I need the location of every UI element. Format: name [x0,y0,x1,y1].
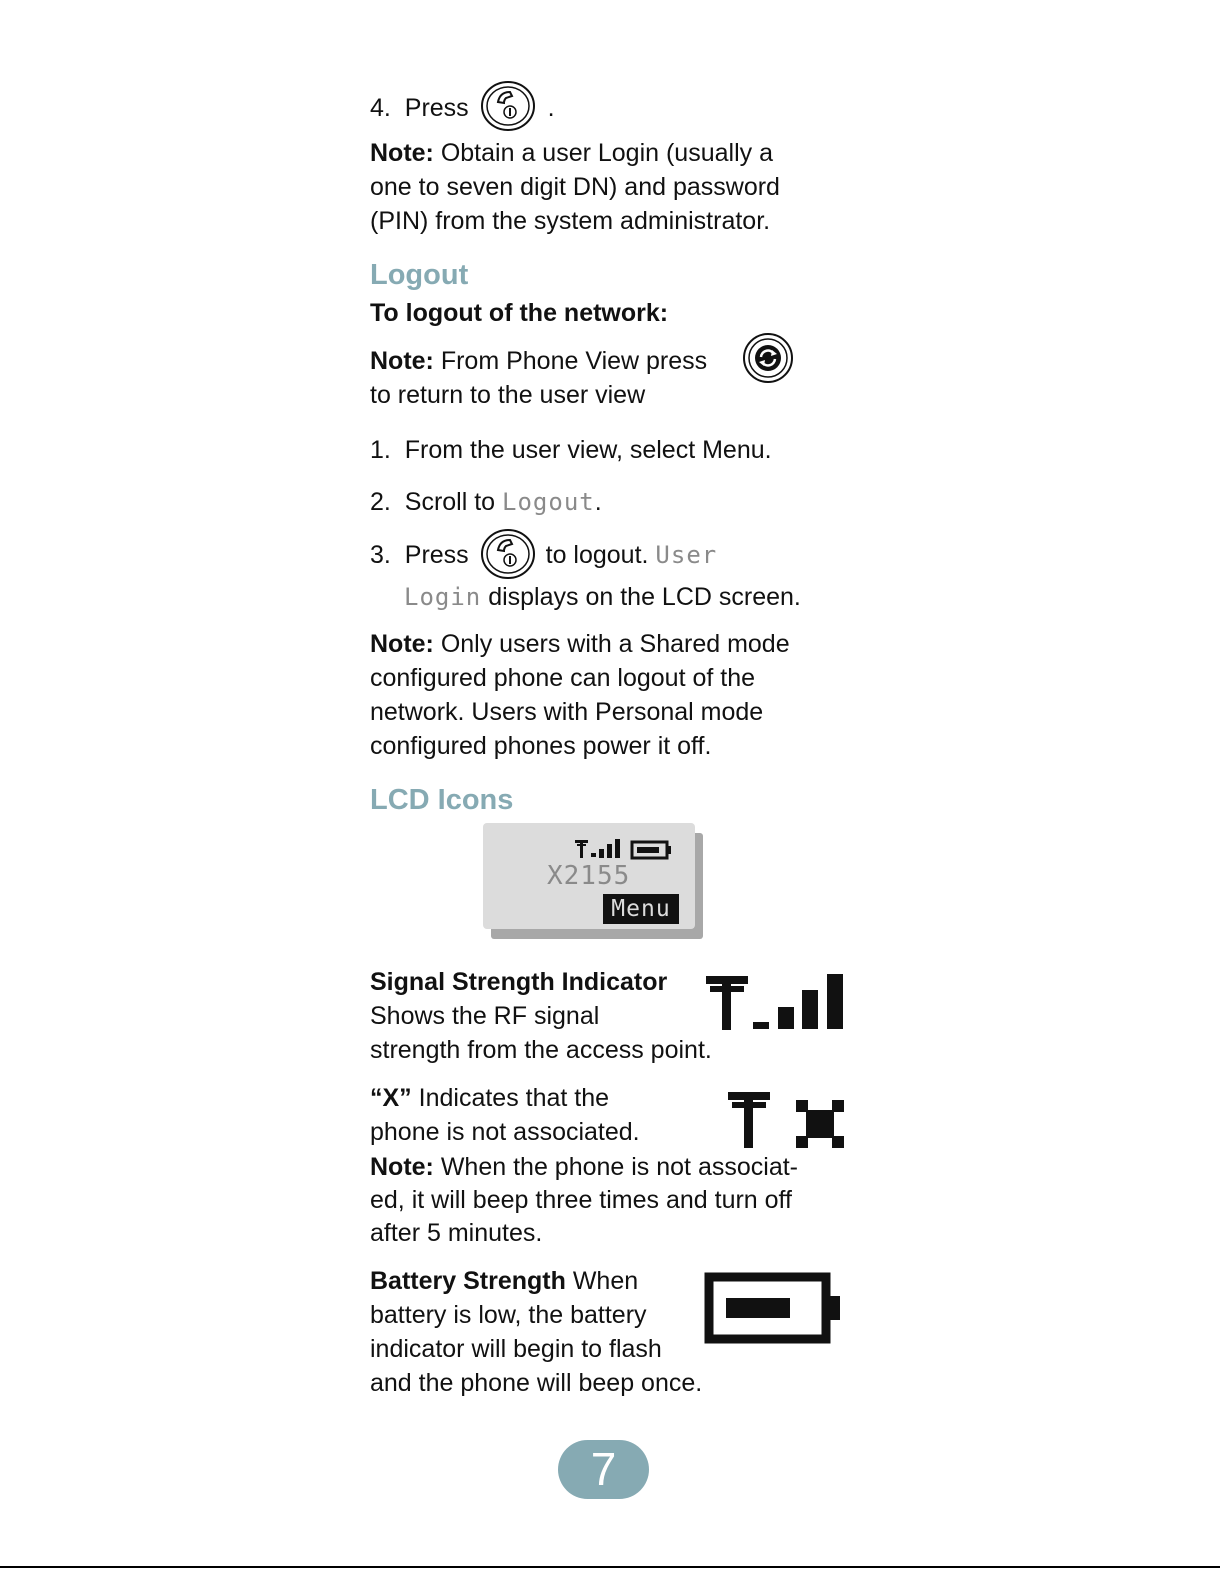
logout-note-2-line-1: Note: Only users with a Shared mode [370,630,790,658]
lcd-icons-heading: LCD Icons [370,784,514,816]
signal-line-1: Shows the RF signal [370,1002,600,1030]
battery-strength-icon [704,1272,844,1346]
logout-subheading: To logout of the network: [370,299,669,327]
lcd-text-logout: Logout [502,488,595,516]
note-1-line-3: (PIN) from the system administrator. [370,207,771,235]
logout-note-line-1: Note: From Phone View press [370,347,708,375]
not-associated-icon [728,1090,848,1150]
note-3-line-1: Note: When the phone is not associat- [370,1153,798,1181]
logout-note-2-line-2: configured phone can logout of the [370,664,756,692]
mini-signal-battery-icon [575,837,685,863]
logout-step-3-line-1: 3. Press to logout. User [370,541,718,569]
battery-line-4: and the phone will beep once. [370,1369,703,1397]
x-indicator-line-2: phone is not associated. [370,1118,640,1146]
note-1-line-2: one to seven digit DN) and password [370,173,780,201]
logout-note-line-2: to return to the user view [370,381,646,409]
logout-note-2-line-3: network. Users with Personal mode [370,698,764,726]
lcd-text-login: Login [404,583,482,611]
note-1-line-1: Note: Obtain a user Login (usually a [370,139,773,167]
signal-line-2: strength from the access point. [370,1036,712,1064]
logout-note-2-line-4: configured phones power it off. [370,732,712,760]
battery-line-3: indicator will begin to flash [370,1335,662,1363]
lcd-text-user: User [655,541,718,569]
view-toggle-button-icon [742,332,794,384]
logout-step-1: 1. From the user view, select Menu. [370,436,772,464]
battery-line-1: Battery Strength When [370,1267,639,1295]
signal-title: Signal Strength Indicator [370,968,668,996]
logout-step-3-line-2: Login displays on the LCD screen. [404,583,801,611]
off-hook-button-icon [480,80,536,132]
step-4: 4. Press . [370,94,555,122]
logout-step-2: 2. Scroll to Logout. [370,488,602,516]
x-indicator-line-1: “X” Indicates that the [370,1084,610,1112]
lcd-menu-softkey: Menu [603,894,679,924]
note-3-line-3: after 5 minutes. [370,1219,543,1247]
page-number: 7 [558,1440,649,1499]
lcd-extension: X2155 [547,861,631,891]
logout-heading: Logout [370,259,469,291]
battery-line-2: battery is low, the battery [370,1301,647,1329]
bottom-rule [0,1566,1220,1568]
off-hook-button-icon-2 [480,528,536,580]
signal-strength-icon [706,972,846,1032]
lcd-screen-illustration [483,823,704,939]
note-3-line-2: ed, it will beep three times and turn off [370,1186,792,1214]
